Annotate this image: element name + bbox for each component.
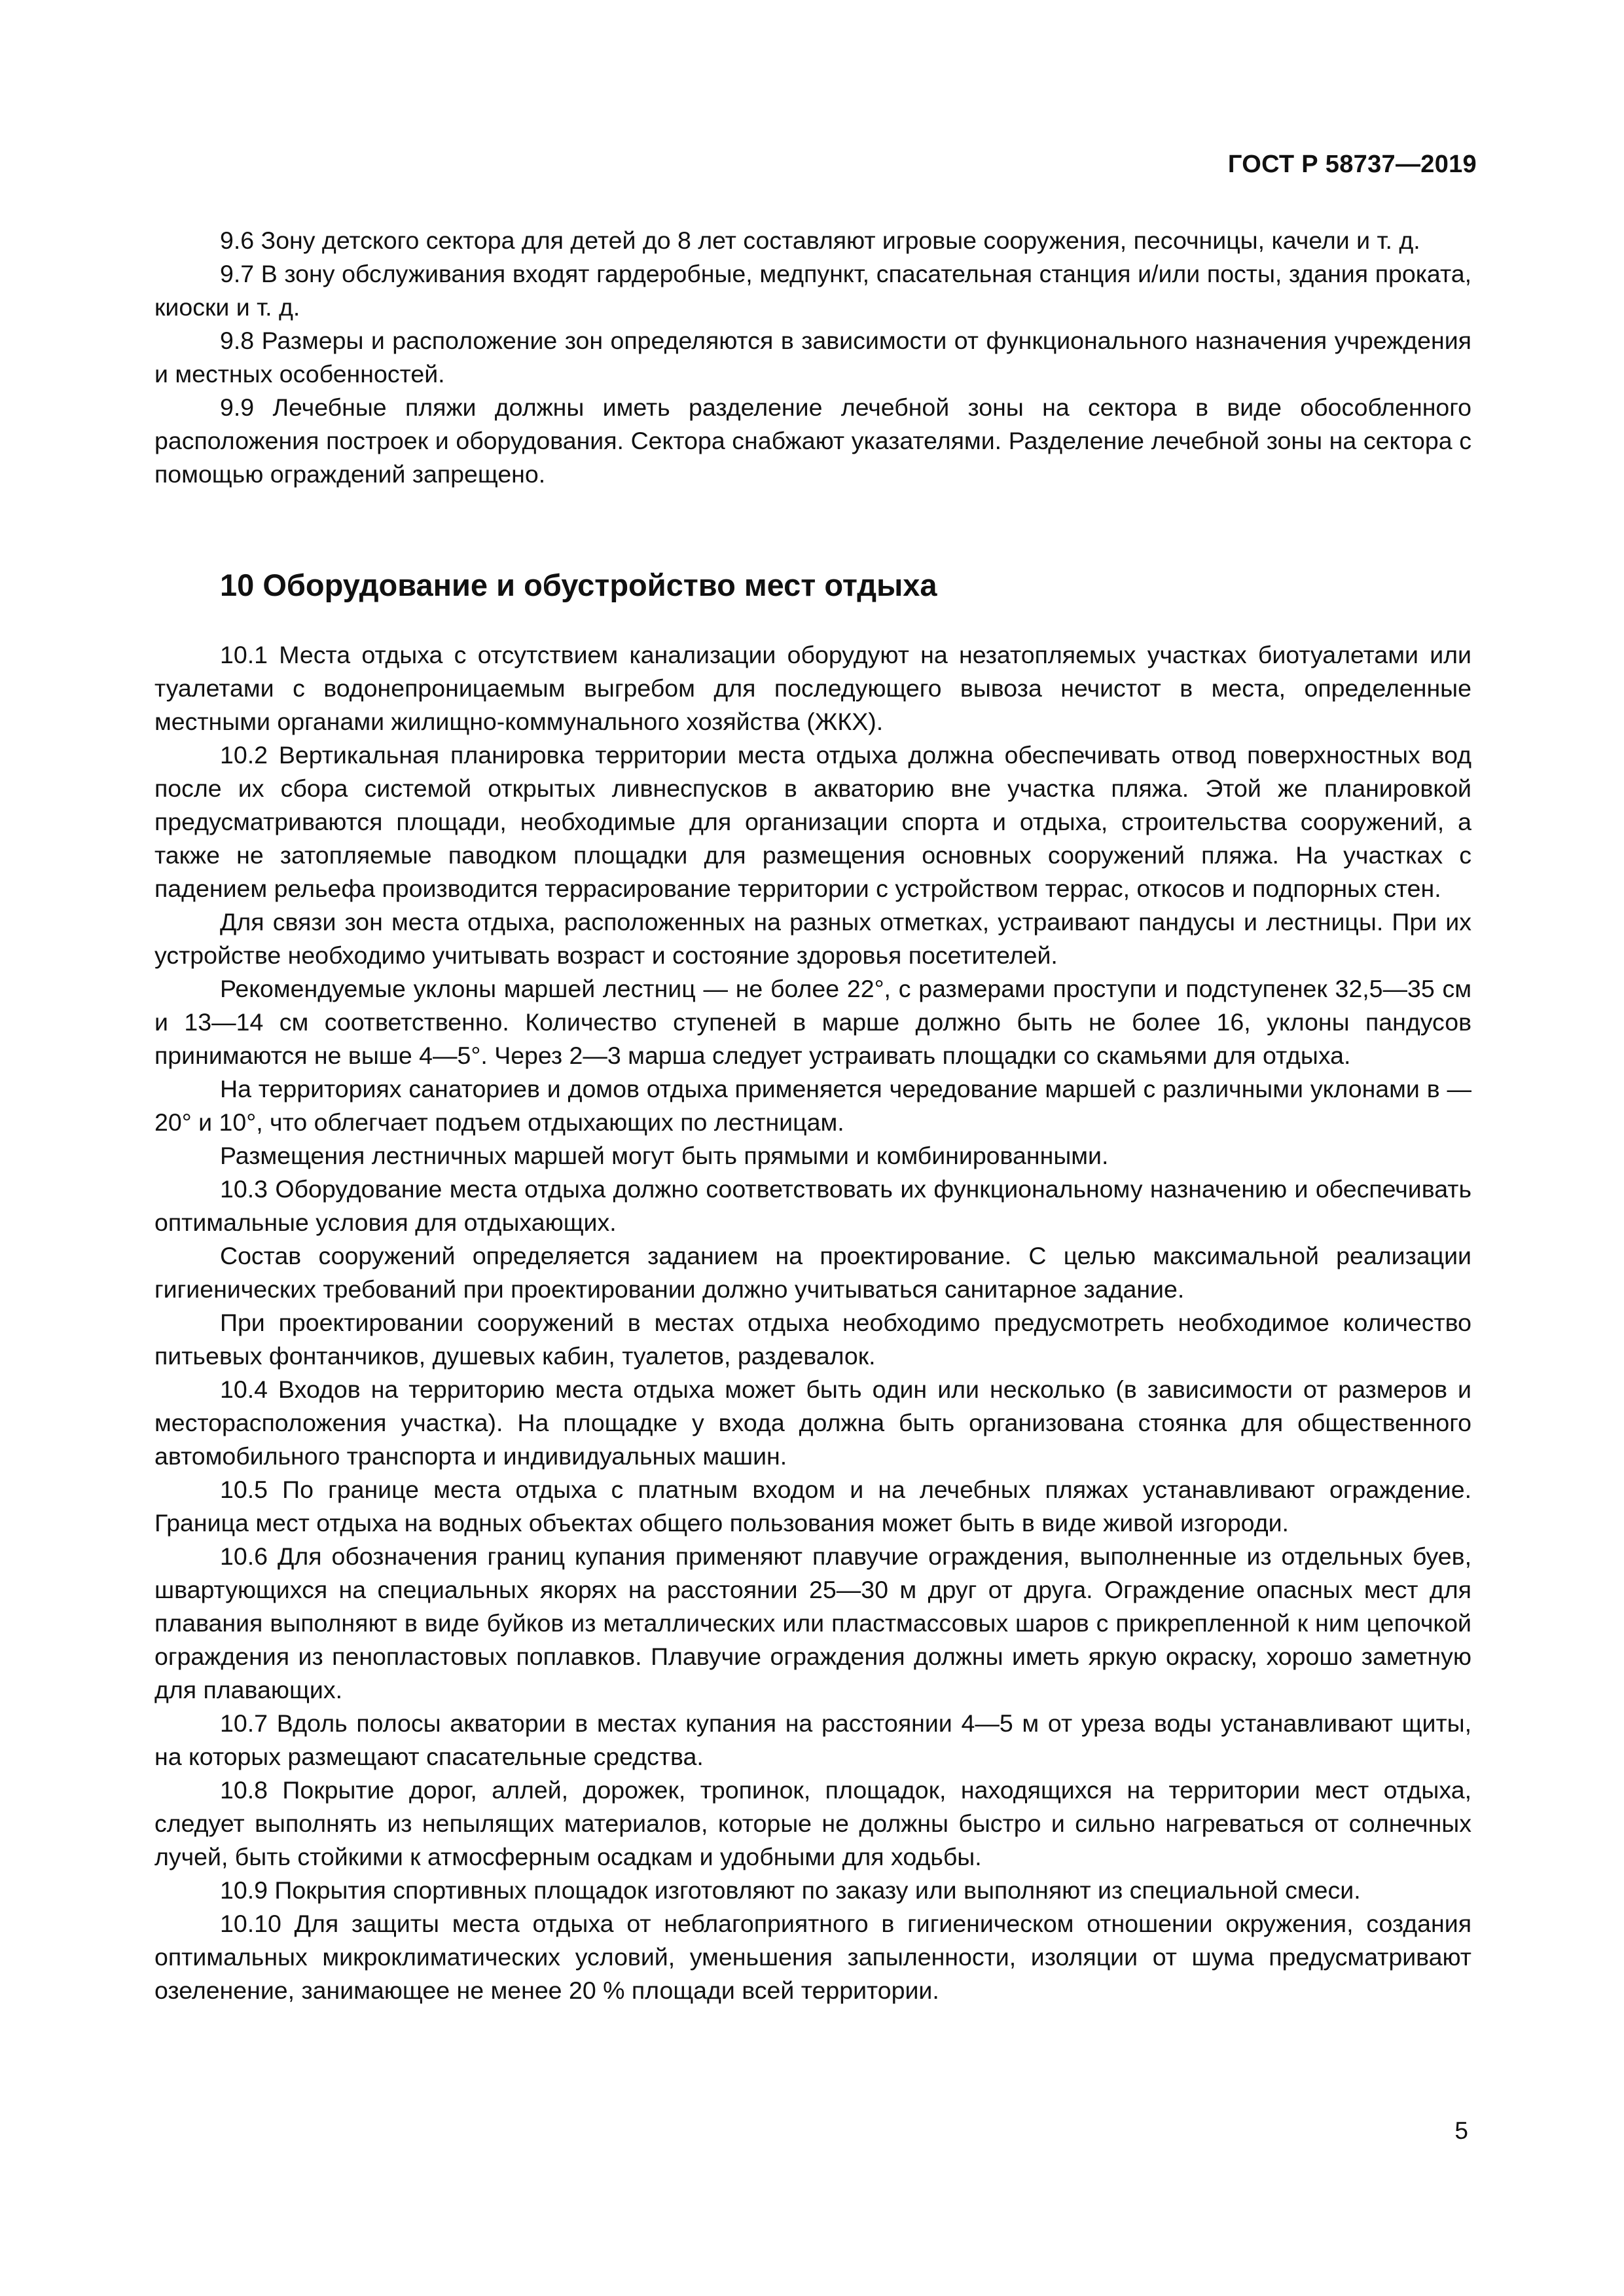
paragraph: Для связи зон места отдыха, расположенных на разных отметках, устраивают пандусы и лестницы. При их устройстве необходимо учитывать возраст и состояние здоровья посетителей.: [154, 908, 1471, 969]
paragraph: Состав сооружений определяется заданием на проектирование. С целью максимальной реализации гигиенических требований при проектировании должно учитываться санитарное задание.: [154, 1242, 1471, 1303]
section-paragraphs: [154, 638, 1471, 2007]
intro-paragraphs: [154, 224, 1471, 491]
paragraph: 9.6 Зону детского сектора для детей до 8 лет составляют игровые сооружения, песочницы, качели и т. д.: [220, 227, 1420, 254]
paragraph: 10.6 Для обозначения границ купания применяют плавучие ограждения, выполненные из отдельных буев, швартующихся на специальных якорях на расстоянии 25—30 м друг от друга. Ограждение опасных мест для плавания выполняют в виде буйков из металлических или пластмассовых шаров с прикрепленной к ним цепочкой ограждения из пенопластовых поплавков. Плавучие ограждения должны иметь яркую окраску, хорошо заметную для плавающих.: [154, 1542, 1471, 1704]
paragraph: 10.8 Покрытие дорог, аллей, дорожек, тропинок, площадок, находящихся на территории мест отдыха, следует выполнять из непылящих материалов, которые не должны быстро и сильно нагреваться от солнечных лучей, быть стойкими к атмосферным осадкам и удобными для ходьбы.: [154, 1776, 1471, 1870]
paragraph: Размещения лестничных маршей могут быть прямыми и комбинированными.: [220, 1142, 1109, 1169]
paragraph: 10.2 Вертикальная планировка территории места отдыха должна обеспечивать отвод поверхностных вод после их сбора системой открытых ливнеспусков в акваторию вне участка пляжа. Этой же планировкой предусматриваются площади, необходимые для организации спорта и отдыха, строительства сооружений, а также не затопляемые паводком площадки для размещения основных сооружений пляжа. На участках с падением рельефа производится террасирование территории с устройством террас, откосов и подпорных стен.: [154, 741, 1471, 902]
paragraph: 10.9 Покрытия спортивных площадок изготовляют по заказу или выполняют из специальной смеси.: [220, 1876, 1361, 1904]
paragraph: 10.10 Для защиты места отдыха от неблагоприятного в гигиеническом отношении окружения, создания оптимальных микроклиматических условий, уменьшения запыленности, изоляции от шума предусматривают озеленение, занимающее не менее 20 % площади всей территории.: [154, 1910, 1471, 2004]
paragraph: 10.3 Оборудование места отдыха должно соответствовать их функциональному назначению и обеспечивать оптимальные условия для отдыхающих.: [154, 1175, 1471, 1236]
section-title: 10 Оборудование и обустройство мест отдыха: [220, 568, 937, 602]
paragraph: 10.4 Входов на территорию места отдыха может быть один или несколько (в зависимости от размеров и месторасположения участка). На площадке у входа должна быть организована стоянка для общественного автомобильного транспорта и индивидуальных машин.: [154, 1376, 1471, 1470]
paragraph: 9.9 Лечебные пляжи должны иметь разделение лечебной зоны на сектора в виде обособленного расположения построек и оборудования. Сектора снабжают указателями. Разделение лечебной зоны на сектора с помощью ограждений запрещено.: [154, 393, 1471, 488]
document-code-header: ГОСТ Р 58737—2019: [1227, 151, 1477, 178]
paragraph: На территориях санаториев и домов отдыха применяется чередование маршей с различными уклонами в — 20° и 10°, что облегчает подъем отдыхающих по лестницам.: [154, 1075, 1471, 1136]
paragraph: Рекомендуемые уклоны маршей лестниц — не более 22°, с размерами проступи и подступенек 32,5—35 см и 13—14 см соответственно. Количество ступеней в марше должно быть не более 16, уклоны пандусов принимаются не выше 4—5°. Через 2—3 марша следует устраивать площадки со скамьями для отдыха.: [154, 975, 1471, 1069]
page-number: 5: [1454, 2117, 1468, 2144]
paragraph: 10.1 Места отдыха с отсутствием канализации оборудуют на незатопляемых участках биотуалетами или туалетами с водонепроницаемым выгребом для последующего вывоза нечистот в места, определенные местными органами жилищно-коммунального хозяйства (ЖКХ).: [154, 641, 1471, 735]
paragraph: 10.7 Вдоль полосы акватории в местах купания на расстоянии 4—5 м от уреза воды устанавливают щиты, на которых размещают спасательные средства.: [154, 1709, 1471, 1770]
paragraph: 10.5 По границе места отдыха с платным входом и на лечебных пляжах устанавливают ограждение. Граница мест отдыха на водных объектах общего пользования может быть в виде живой изгороди.: [154, 1476, 1471, 1537]
paragraph: 9.8 Размеры и расположение зон определяются в зависимости от функционального назначения учреждения и местных особенностей.: [154, 327, 1471, 388]
paragraph: 9.7 В зону обслуживания входят гардеробные, медпункт, спасательная станция и/или посты, здания проката, киоски и т. д.: [154, 260, 1471, 321]
paragraph: При проектировании сооружений в местах отдыха необходимо предусмотреть необходимое количество питьевых фонтанчиков, душевых кабин, туалетов, раздевалок.: [154, 1309, 1471, 1370]
